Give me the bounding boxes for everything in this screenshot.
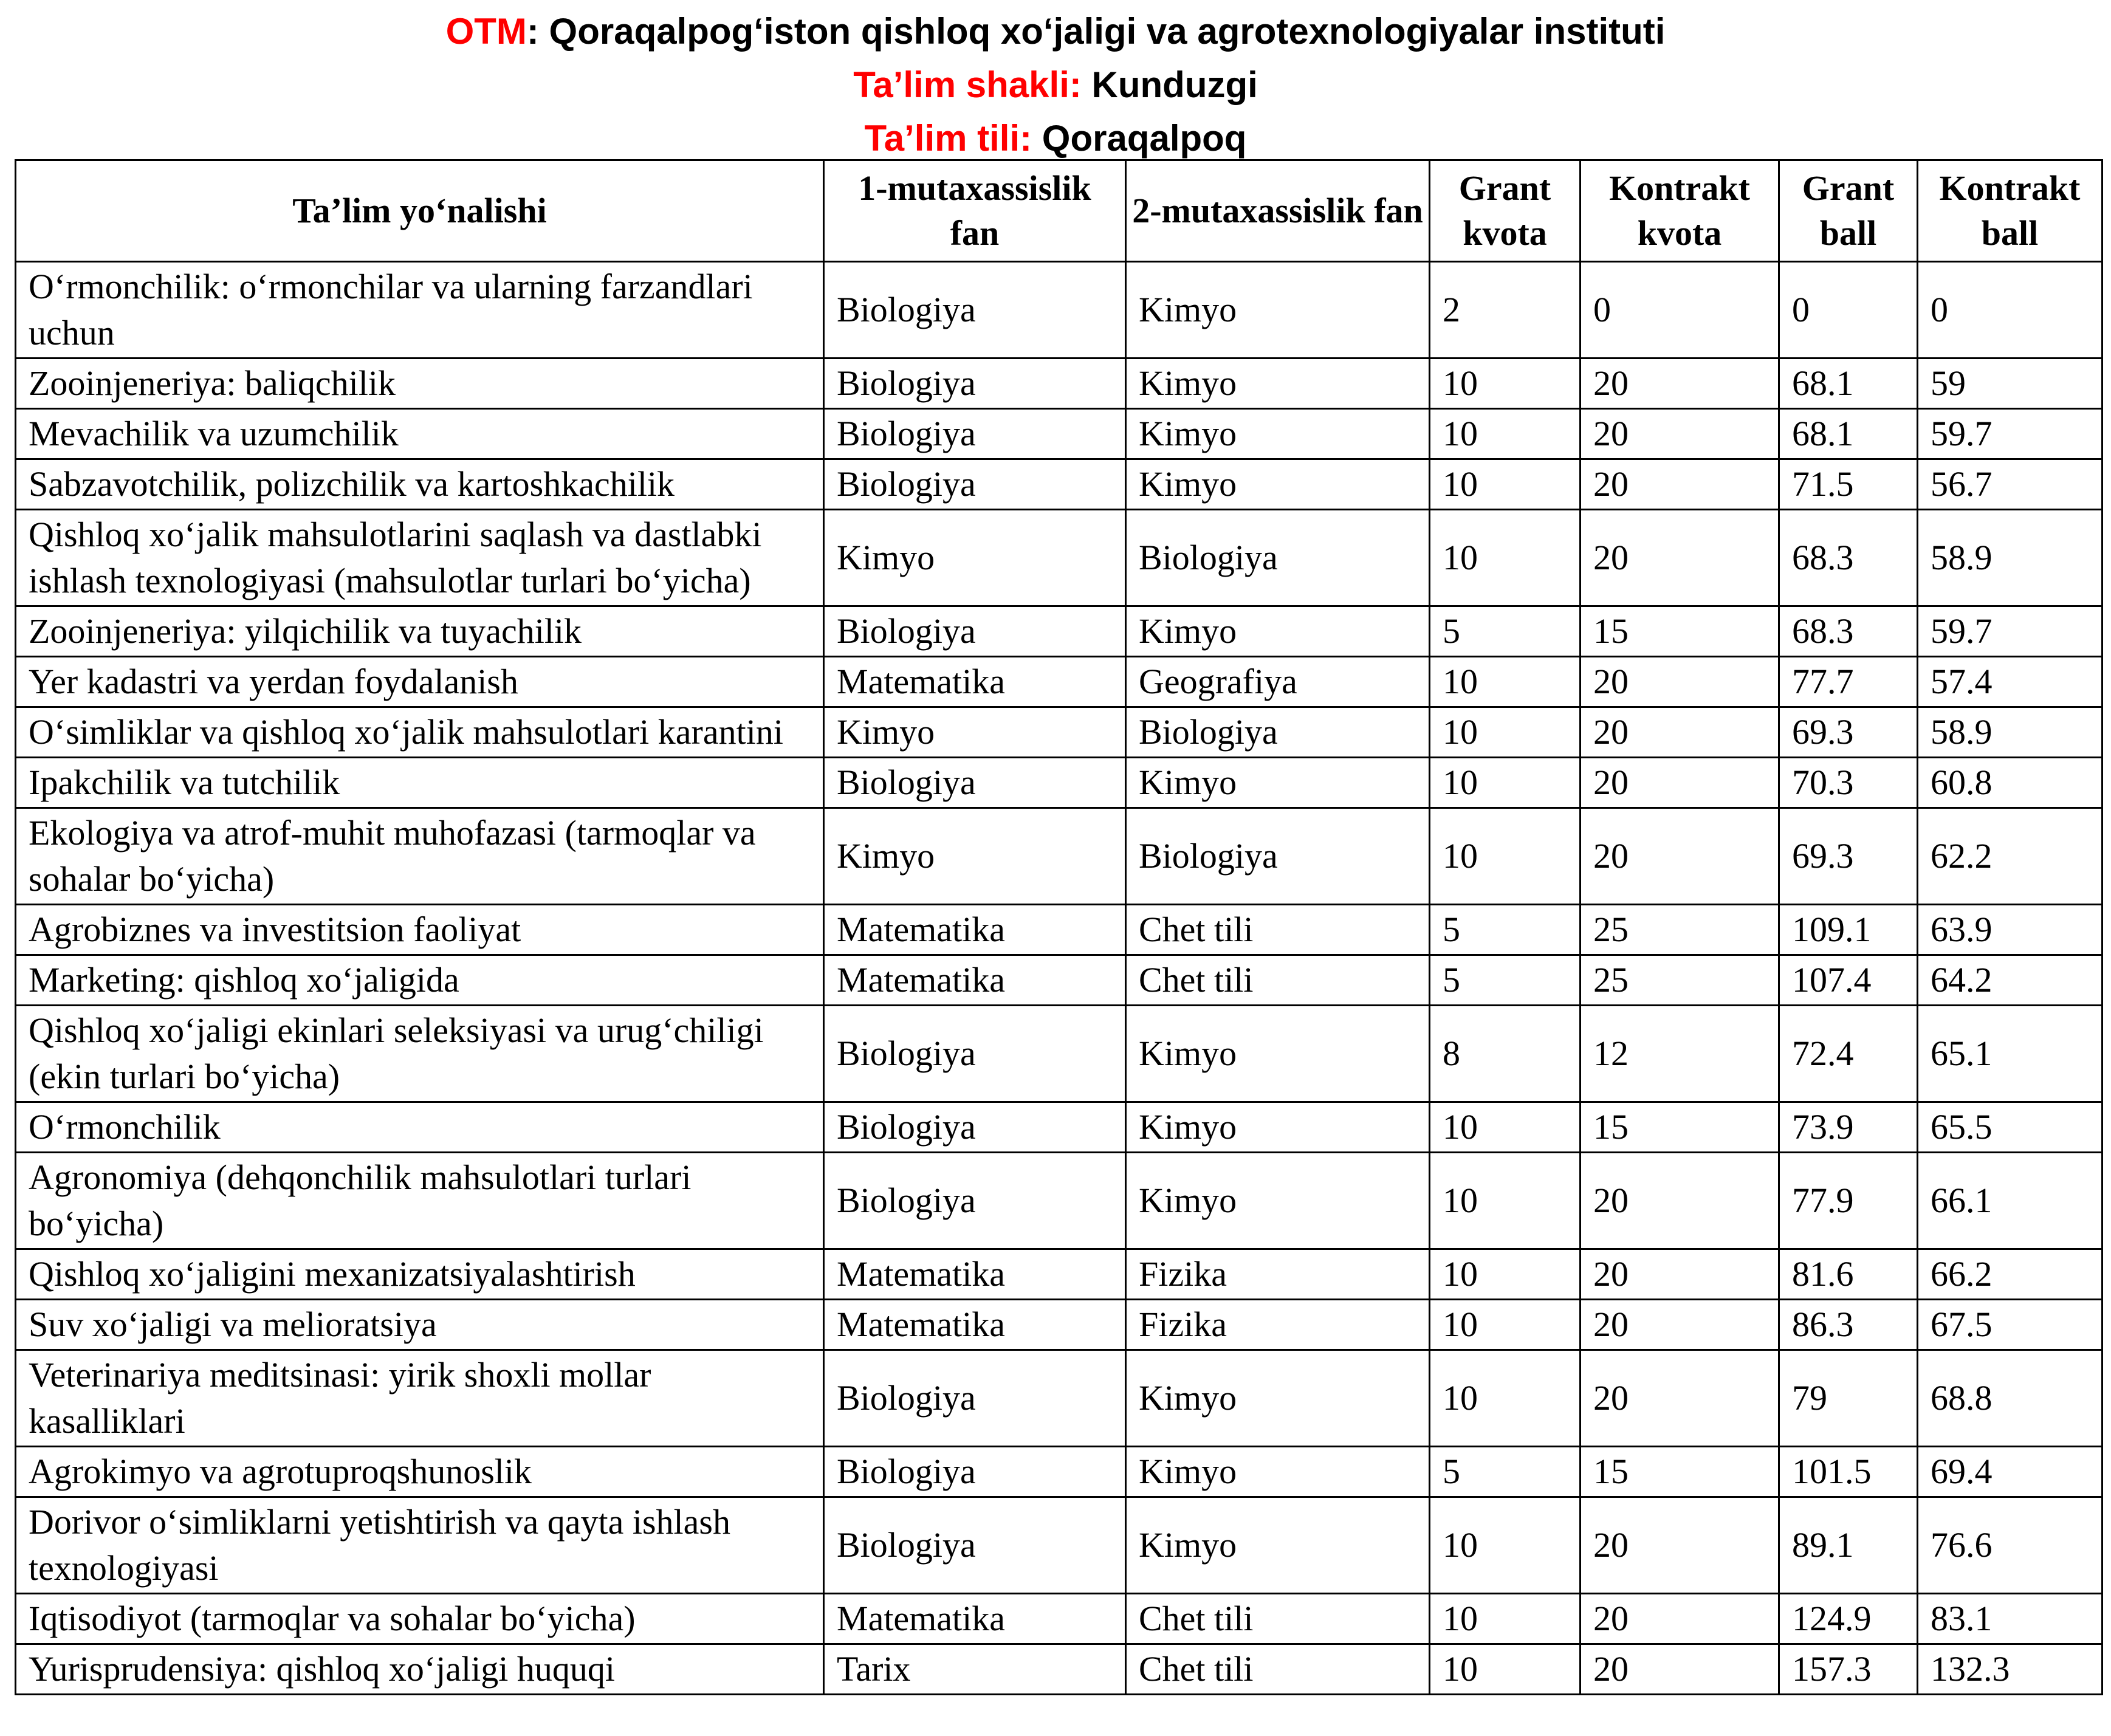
cell-kontrakt-ball: 83.1 [1918, 1594, 2102, 1644]
cell-kontrakt-ball: 69.4 [1918, 1447, 2102, 1497]
cell-1-mutaxassislik-fan: Biologiya [824, 459, 1126, 510]
cell-talim-yonalishi: Agrobiznes va investitsion faoliyat [16, 905, 824, 955]
cell-2-mutaxassislik-fan: Chet tili [1126, 955, 1430, 1006]
cell-kontrakt-ball: 58.9 [1918, 510, 2102, 606]
cell-2-mutaxassislik-fan: Kimyo [1126, 1153, 1430, 1249]
column-header-talim-yonalishi: Ta’lim yo‘nalishi [16, 160, 824, 262]
cell-2-mutaxassislik-fan: Kimyo [1126, 1497, 1430, 1594]
cell-talim-yonalishi: Yurisprudensiya: qishloq xo‘jaligi huquqi [16, 1644, 824, 1695]
cell-talim-yonalishi: Agrokimyo va agrotuproqshunoslik [16, 1447, 824, 1497]
cell-talim-yonalishi: Mevachilik va uzumchilik [16, 409, 824, 459]
cell-grant-kvota: 5 [1430, 955, 1581, 1006]
table-header-row [16, 160, 2102, 262]
cell-grant-ball: 73.9 [1779, 1102, 1918, 1153]
cell-kontrakt-ball: 0 [1918, 262, 2102, 359]
cell-grant-kvota: 10 [1430, 1594, 1581, 1644]
cell-2-mutaxassislik-fan: Biologiya [1126, 707, 1430, 758]
cell-kontrakt-kvota: 15 [1581, 606, 1779, 657]
cell-kontrakt-kvota: 25 [1581, 905, 1779, 955]
cell-kontrakt-ball: 67.5 [1918, 1300, 2102, 1350]
table-row [16, 409, 2102, 459]
cell-kontrakt-kvota: 20 [1581, 1594, 1779, 1644]
cell-2-mutaxassislik-fan: Chet tili [1126, 1644, 1430, 1695]
cell-kontrakt-kvota: 20 [1581, 1153, 1779, 1249]
cell-1-mutaxassislik-fan: Matematika [824, 1249, 1126, 1300]
cell-grant-kvota: 8 [1430, 1006, 1581, 1102]
cell-grant-kvota: 10 [1430, 1153, 1581, 1249]
cell-kontrakt-ball: 65.1 [1918, 1006, 2102, 1102]
cell-kontrakt-ball: 63.9 [1918, 905, 2102, 955]
cell-2-mutaxassislik-fan: Fizika [1126, 1249, 1430, 1300]
cell-grant-kvota: 5 [1430, 1447, 1581, 1497]
cell-grant-kvota: 10 [1430, 510, 1581, 606]
cell-kontrakt-ball: 76.6 [1918, 1497, 2102, 1594]
table-row [16, 955, 2102, 1006]
cell-2-mutaxassislik-fan: Biologiya [1126, 808, 1430, 905]
cell-kontrakt-kvota: 20 [1581, 359, 1779, 409]
cell-grant-ball: 77.9 [1779, 1153, 1918, 1249]
cell-grant-ball: 81.6 [1779, 1249, 1918, 1300]
cell-grant-kvota: 5 [1430, 606, 1581, 657]
cell-2-mutaxassislik-fan: Kimyo [1126, 1350, 1430, 1447]
cell-kontrakt-ball: 66.2 [1918, 1249, 2102, 1300]
cell-1-mutaxassislik-fan: Biologiya [824, 409, 1126, 459]
cell-talim-yonalishi: Qishloq xo‘jalik mahsulotlarini saqlash va dastlabki ishlash texnologiyasi (mahsulotlar turlari bo‘yicha) [16, 510, 824, 606]
cell-grant-ball: 68.3 [1779, 606, 1918, 657]
table-row [16, 1249, 2102, 1300]
cell-1-mutaxassislik-fan: Biologiya [824, 262, 1126, 359]
cell-talim-yonalishi: Yer kadastri va yerdan foydalanish [16, 657, 824, 707]
cell-2-mutaxassislik-fan: Fizika [1126, 1300, 1430, 1350]
cell-grant-ball: 69.3 [1779, 808, 1918, 905]
cell-2-mutaxassislik-fan: Kimyo [1126, 409, 1430, 459]
cell-1-mutaxassislik-fan: Biologiya [824, 1102, 1126, 1153]
table-row [16, 905, 2102, 955]
cell-grant-kvota: 10 [1430, 758, 1581, 808]
cell-grant-ball: 89.1 [1779, 1497, 1918, 1594]
cell-1-mutaxassislik-fan: Biologiya [824, 1447, 1126, 1497]
cell-2-mutaxassislik-fan: Geografiya [1126, 657, 1430, 707]
talim-shakli-label: Ta’lim shakli: [853, 64, 1092, 105]
cell-grant-ball: 157.3 [1779, 1644, 1918, 1695]
table-row [16, 1300, 2102, 1350]
cell-kontrakt-kvota: 12 [1581, 1006, 1779, 1102]
table-row [16, 359, 2102, 409]
cell-grant-kvota: 10 [1430, 409, 1581, 459]
cell-kontrakt-kvota: 20 [1581, 510, 1779, 606]
cell-2-mutaxassislik-fan: Biologiya [1126, 510, 1430, 606]
cell-kontrakt-ball: 58.9 [1918, 707, 2102, 758]
cell-talim-yonalishi: Zooinjeneriya: yilqichilik va tuyachilik [16, 606, 824, 657]
cell-2-mutaxassislik-fan: Kimyo [1126, 1102, 1430, 1153]
cell-2-mutaxassislik-fan: Kimyo [1126, 1447, 1430, 1497]
quota-table [15, 159, 2103, 1695]
cell-1-mutaxassislik-fan: Kimyo [824, 510, 1126, 606]
cell-grant-kvota: 10 [1430, 1300, 1581, 1350]
cell-talim-yonalishi: O‘simliklar va qishloq xo‘jalik mahsulotlari karantini [16, 707, 824, 758]
cell-kontrakt-ball: 66.1 [1918, 1153, 2102, 1249]
cell-kontrakt-kvota: 20 [1581, 1644, 1779, 1695]
cell-grant-kvota: 5 [1430, 905, 1581, 955]
column-header-kontrakt-ball: Kontrakt ball [1918, 160, 2102, 262]
cell-1-mutaxassislik-fan: Biologiya [824, 1497, 1126, 1594]
cell-kontrakt-ball: 59 [1918, 359, 2102, 409]
table-body [16, 262, 2102, 1695]
cell-talim-yonalishi: Suv xo‘jaligi va melioratsiya [16, 1300, 824, 1350]
document-header [0, 5, 2111, 165]
talim-tili-label: Ta’lim tili: [864, 118, 1042, 159]
table-row [16, 459, 2102, 510]
cell-kontrakt-kvota: 20 [1581, 409, 1779, 459]
column-header-grant-kvota: Grant kvota [1430, 160, 1581, 262]
cell-talim-yonalishi: Veterinariya meditsinasi: yirik shoxli mollar kasalliklari [16, 1350, 824, 1447]
otm-value: Qoraqalpog‘iston qishloq xo‘jaligi va agrotexnologiyalar instituti [549, 11, 1666, 52]
cell-grant-kvota: 10 [1430, 359, 1581, 409]
cell-grant-kvota: 10 [1430, 1249, 1581, 1300]
cell-2-mutaxassislik-fan: Kimyo [1126, 359, 1430, 409]
cell-talim-yonalishi: Iqtisodiyot (tarmoqlar va sohalar bo‘yicha) [16, 1594, 824, 1644]
column-header-2-mutaxassislik-fan: 2-mutaxassislik fan [1126, 160, 1430, 262]
cell-2-mutaxassislik-fan: Kimyo [1126, 758, 1430, 808]
cell-1-mutaxassislik-fan: Biologiya [824, 1350, 1126, 1447]
cell-kontrakt-ball: 64.2 [1918, 955, 2102, 1006]
cell-kontrakt-ball: 132.3 [1918, 1644, 2102, 1695]
cell-grant-ball: 68.3 [1779, 510, 1918, 606]
cell-talim-yonalishi: Ipakchilik va tutchilik [16, 758, 824, 808]
cell-1-mutaxassislik-fan: Matematika [824, 657, 1126, 707]
cell-kontrakt-kvota: 20 [1581, 1300, 1779, 1350]
table-row [16, 1644, 2102, 1695]
cell-kontrakt-ball: 68.8 [1918, 1350, 2102, 1447]
cell-2-mutaxassislik-fan: Chet tili [1126, 1594, 1430, 1644]
cell-talim-yonalishi: Dorivor o‘simliklarni yetishtirish va qayta ishlash texnologiyasi [16, 1497, 824, 1594]
column-header-1-mutaxassislik-fan: 1-mutaxassislik fan [824, 160, 1126, 262]
talim-shakli-value: Kunduzgi [1091, 64, 1258, 105]
cell-kontrakt-kvota: 20 [1581, 1497, 1779, 1594]
cell-1-mutaxassislik-fan: Kimyo [824, 808, 1126, 905]
cell-grant-ball: 101.5 [1779, 1447, 1918, 1497]
cell-grant-ball: 79 [1779, 1350, 1918, 1447]
cell-kontrakt-kvota: 15 [1581, 1447, 1779, 1497]
table-row [16, 1497, 2102, 1594]
cell-grant-ball: 71.5 [1779, 459, 1918, 510]
cell-grant-ball: 86.3 [1779, 1300, 1918, 1350]
table-row [16, 510, 2102, 606]
cell-2-mutaxassislik-fan: Chet tili [1126, 905, 1430, 955]
table-row [16, 707, 2102, 758]
table-row [16, 808, 2102, 905]
cell-2-mutaxassislik-fan: Kimyo [1126, 1006, 1430, 1102]
cell-grant-kvota: 10 [1430, 707, 1581, 758]
cell-2-mutaxassislik-fan: Kimyo [1126, 262, 1430, 359]
cell-talim-yonalishi: Qishloq xo‘jaligini mexanizatsiyalashtirish [16, 1249, 824, 1300]
cell-kontrakt-kvota: 20 [1581, 1350, 1779, 1447]
cell-1-mutaxassislik-fan: Matematika [824, 1300, 1126, 1350]
table-row [16, 262, 2102, 359]
cell-kontrakt-ball: 62.2 [1918, 808, 2102, 905]
cell-grant-ball: 107.4 [1779, 955, 1918, 1006]
cell-talim-yonalishi: Zooinjeneriya: baliqchilik [16, 359, 824, 409]
cell-grant-kvota: 10 [1430, 1497, 1581, 1594]
column-header-grant-ball: Grant ball [1779, 160, 1918, 262]
cell-1-mutaxassislik-fan: Biologiya [824, 359, 1126, 409]
cell-kontrakt-kvota: 20 [1581, 707, 1779, 758]
cell-2-mutaxassislik-fan: Kimyo [1126, 459, 1430, 510]
cell-kontrakt-ball: 65.5 [1918, 1102, 2102, 1153]
talim-shakli-line [0, 58, 2111, 112]
cell-kontrakt-kvota: 15 [1581, 1102, 1779, 1153]
cell-1-mutaxassislik-fan: Matematika [824, 955, 1126, 1006]
cell-grant-ball: 68.1 [1779, 409, 1918, 459]
cell-grant-kvota: 10 [1430, 657, 1581, 707]
cell-grant-ball: 69.3 [1779, 707, 1918, 758]
cell-grant-kvota: 10 [1430, 1102, 1581, 1153]
cell-1-mutaxassislik-fan: Kimyo [824, 707, 1126, 758]
table-row [16, 1350, 2102, 1447]
column-header-kontrakt-kvota: Kontrakt kvota [1581, 160, 1779, 262]
cell-grant-ball: 70.3 [1779, 758, 1918, 808]
cell-grant-kvota: 10 [1430, 459, 1581, 510]
cell-grant-ball: 109.1 [1779, 905, 1918, 955]
cell-1-mutaxassislik-fan: Biologiya [824, 1153, 1126, 1249]
cell-kontrakt-ball: 59.7 [1918, 409, 2102, 459]
cell-grant-ball: 68.1 [1779, 359, 1918, 409]
otm-label: OTM [445, 11, 527, 52]
table-row [16, 1594, 2102, 1644]
cell-kontrakt-ball: 59.7 [1918, 606, 2102, 657]
cell-talim-yonalishi: Marketing: qishloq xo‘jaligida [16, 955, 824, 1006]
table-row [16, 657, 2102, 707]
table-row [16, 758, 2102, 808]
cell-1-mutaxassislik-fan: Matematika [824, 905, 1126, 955]
cell-grant-ball: 0 [1779, 262, 1918, 359]
cell-kontrakt-kvota: 20 [1581, 808, 1779, 905]
cell-grant-kvota: 2 [1430, 262, 1581, 359]
table-row [16, 1153, 2102, 1249]
cell-talim-yonalishi: Agronomiya (dehqonchilik mahsulotlari turlari bo‘yicha) [16, 1153, 824, 1249]
cell-grant-kvota: 10 [1430, 808, 1581, 905]
table-row [16, 1006, 2102, 1102]
cell-grant-ball: 72.4 [1779, 1006, 1918, 1102]
cell-kontrakt-kvota: 0 [1581, 262, 1779, 359]
cell-talim-yonalishi: O‘rmonchilik [16, 1102, 824, 1153]
otm-separator: : [526, 11, 549, 52]
cell-kontrakt-kvota: 20 [1581, 758, 1779, 808]
cell-1-mutaxassislik-fan: Biologiya [824, 606, 1126, 657]
cell-1-mutaxassislik-fan: Matematika [824, 1594, 1126, 1644]
cell-kontrakt-ball: 57.4 [1918, 657, 2102, 707]
cell-grant-kvota: 10 [1430, 1350, 1581, 1447]
cell-talim-yonalishi: Ekologiya va atrof-muhit muhofazasi (tarmoqlar va sohalar bo‘yicha) [16, 808, 824, 905]
cell-talim-yonalishi: Sabzavotchilik, polizchilik va kartoshkachilik [16, 459, 824, 510]
cell-talim-yonalishi: Qishloq xo‘jaligi ekinlari seleksiyasi va urug‘chiligi (ekin turlari bo‘yicha) [16, 1006, 824, 1102]
cell-1-mutaxassislik-fan: Biologiya [824, 1006, 1126, 1102]
cell-kontrakt-ball: 60.8 [1918, 758, 2102, 808]
table-row [16, 606, 2102, 657]
cell-talim-yonalishi: O‘rmonchilik: o‘rmonchilar va ularning farzandlari uchun [16, 262, 824, 359]
cell-kontrakt-kvota: 20 [1581, 459, 1779, 510]
table-row [16, 1102, 2102, 1153]
cell-1-mutaxassislik-fan: Tarix [824, 1644, 1126, 1695]
cell-kontrakt-kvota: 20 [1581, 657, 1779, 707]
cell-grant-kvota: 10 [1430, 1644, 1581, 1695]
cell-kontrakt-kvota: 25 [1581, 955, 1779, 1006]
cell-kontrakt-kvota: 20 [1581, 1249, 1779, 1300]
cell-grant-ball: 77.7 [1779, 657, 1918, 707]
table-row [16, 1447, 2102, 1497]
talim-tili-line [0, 112, 2111, 165]
talim-tili-value: Qoraqalpoq [1042, 118, 1247, 159]
otm-line [0, 5, 2111, 58]
cell-2-mutaxassislik-fan: Kimyo [1126, 606, 1430, 657]
cell-kontrakt-ball: 56.7 [1918, 459, 2102, 510]
cell-1-mutaxassislik-fan: Biologiya [824, 758, 1126, 808]
cell-grant-ball: 124.9 [1779, 1594, 1918, 1644]
